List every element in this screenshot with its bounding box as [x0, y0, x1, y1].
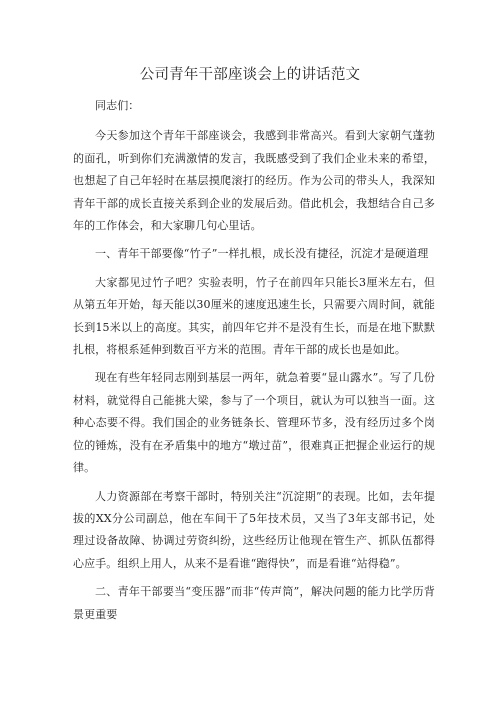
- paragraph-opening: 今天参加这个青年干部座谈会，我感到非常高兴。看到大家朝气蓬勃的面孔，听到你们充满激情的发言，我既感受到了我们企业未来的希望，也想起了自己年轻时在基层摸爬滚打的经历。作为公司的带头人，我深知青年干部的成长直接关系到企业的发展后劲。借此机会，我想结合自己多年的工作体会，和大家聊几句心里话。: [73, 129, 435, 233]
- document-title: 公司青年干部座谈会上的讲话范文: [139, 67, 361, 83]
- paragraph-bamboo: 大家都见过竹子吧？实验表明，竹子在前四年只能长3厘米左右，但从第五年开始，每天能以30厘米的速度迅速生长，只需要六周时间，就能长到15米以上的高度。其实，前四年它并不是没有生长，而是在地下默默扎根，将根系延伸到数百平方米的范围。青年干部的成长也是如此。: [73, 275, 435, 357]
- salutation: 同志们：: [95, 99, 140, 112]
- paragraph-young-staff: 现在有些年轻同志刚到基层一两年，就急着要“显山露水”。写了几份材料，就觉得自己能挑大梁，参与了一个项目，就认为可以独当一面。这种心态要不得。我们国企的业务链条长、管理环节多，没有经历过多个岗位的锤炼，没有在矛盾集中的地方“墩过苗”，很难真正把握企业运行的规律。: [73, 371, 435, 475]
- paragraph-hr-example: 人力资源部在考察干部时，特别关注“沉淀期”的表现。比如，去年提拔的XX分公司副总，他在车间干了5年技术员，又当了3年支部书记，处理过设备故障、协调过劳资纠纷，这些经历让他现在管生产、抓队伍都得心应手。组织上用人，从来不是看谁“跑得快”，而是看谁“站得稳”。: [73, 489, 435, 570]
- section-heading-2: 二、青年干部要当“变压器”而非“传声筒”，解决问题的能力比学历背景更重要: [73, 585, 435, 621]
- document-body: [73, 95, 435, 632]
- section-heading-1: 一、青年干部要像“竹子”一样扎根，成长没有捷径，沉淀才是硬道理: [95, 247, 429, 261]
